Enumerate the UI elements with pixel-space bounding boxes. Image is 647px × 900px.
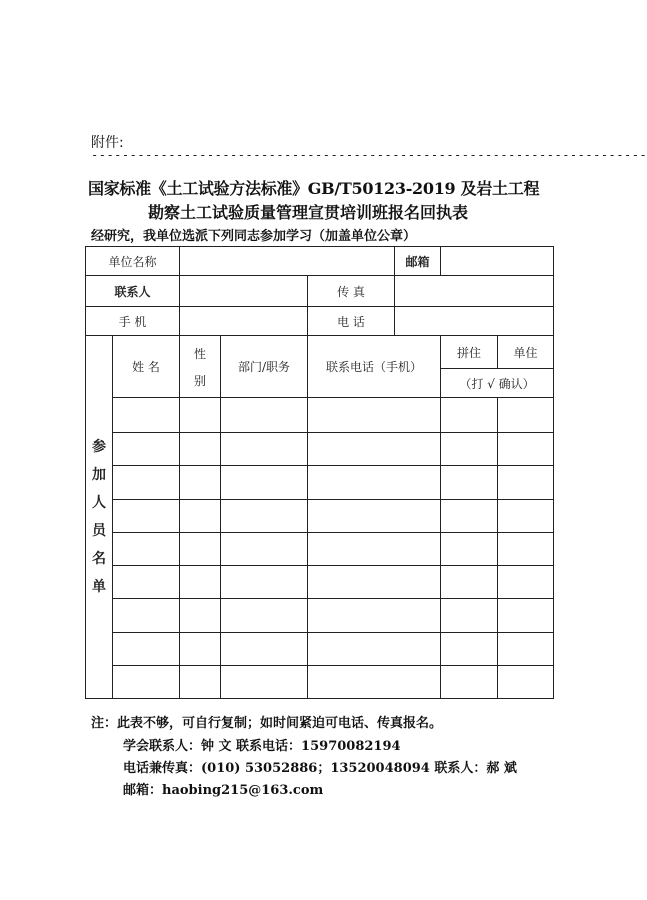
dept-cell[interactable] <box>221 633 308 666</box>
registration-form-table <box>85 246 554 699</box>
section-char: 名 <box>92 551 106 567</box>
col-shared-room-header: 拼住 <box>441 336 498 369</box>
dept-cell[interactable] <box>221 566 308 599</box>
postcode-field[interactable] <box>441 247 554 276</box>
gender-cell[interactable] <box>180 599 221 633</box>
single-room-cell[interactable] <box>498 666 554 699</box>
single-room-cell[interactable] <box>498 500 554 533</box>
name-cell[interactable] <box>113 566 180 599</box>
attachment-label: 附件: <box>91 135 124 151</box>
gender-cell[interactable] <box>180 398 221 433</box>
intro-text: 经研究，我单位选派下列同志参加学习（加盖单位公章） <box>91 229 417 244</box>
phone-cell[interactable] <box>308 666 441 699</box>
name-cell[interactable] <box>113 533 180 566</box>
phone-cell[interactable] <box>308 433 441 466</box>
unit-name-field[interactable] <box>180 247 395 276</box>
postcode-label: 邮箱 <box>395 247 441 276</box>
note-line-3: 电话兼传真：(010) 53052886；13520048094 联系人：郝 斌 <box>123 761 517 776</box>
participant-row <box>86 566 554 599</box>
single-room-cell[interactable] <box>498 466 554 500</box>
dept-cell[interactable] <box>221 466 308 500</box>
phone-field[interactable] <box>395 307 554 336</box>
participant-row <box>86 433 554 466</box>
gender-char-1: 性 <box>194 346 207 361</box>
dept-cell[interactable] <box>221 666 308 699</box>
col-single-room-header: 单住 <box>498 336 554 369</box>
mobile-row <box>86 307 554 336</box>
name-cell[interactable] <box>113 398 180 433</box>
dept-cell[interactable] <box>221 398 308 433</box>
name-cell[interactable] <box>113 599 180 633</box>
note-line-1: 注：此表不够，可自行复制；如时间紧迫可电话、传真报名。 <box>91 716 443 731</box>
gender-cell[interactable] <box>180 566 221 599</box>
participant-row <box>86 398 554 433</box>
name-cell[interactable] <box>113 500 180 533</box>
col-name-header: 姓 名 <box>113 336 180 398</box>
fax-label: 传 真 <box>308 276 395 307</box>
participant-row <box>86 466 554 500</box>
contact-field[interactable] <box>180 276 308 307</box>
phone-cell[interactable] <box>308 398 441 433</box>
check-note: （打 √ 确认） <box>441 369 554 398</box>
phone-cell[interactable] <box>308 466 441 500</box>
phone-cell[interactable] <box>308 533 441 566</box>
col-gender-header <box>180 336 221 398</box>
name-cell[interactable] <box>113 666 180 699</box>
dept-cell[interactable] <box>221 433 308 466</box>
phone-cell[interactable] <box>308 566 441 599</box>
shared-room-cell[interactable] <box>441 633 498 666</box>
note-line-4: 邮箱：haobing215@163.com <box>123 783 324 798</box>
form-title-line-1: 国家标准《土工试验方法标准》GB/T50123-2019 及岩土工程 <box>88 179 540 198</box>
note-line-2: 学会联系人：钟 文 联系电话：15970082194 <box>123 739 401 754</box>
col-dept-header: 部门/职务 <box>221 336 308 398</box>
section-char: 加 <box>92 467 106 483</box>
name-cell[interactable] <box>113 633 180 666</box>
form-title-line-2: 勘察土工试验质量管理宣贯培训班报名回执表 <box>148 203 469 222</box>
participant-row <box>86 599 554 633</box>
dept-cell[interactable] <box>221 533 308 566</box>
participant-row <box>86 666 554 699</box>
shared-room-cell[interactable] <box>441 666 498 699</box>
participants-section-label <box>86 336 113 699</box>
participant-row <box>86 500 554 533</box>
gender-cell[interactable] <box>180 466 221 500</box>
participant-row <box>86 533 554 566</box>
phone-cell[interactable] <box>308 633 441 666</box>
unit-name-row <box>86 247 554 276</box>
dept-cell[interactable] <box>221 500 308 533</box>
gender-cell[interactable] <box>180 666 221 699</box>
section-char: 人 <box>92 495 106 511</box>
name-cell[interactable] <box>113 466 180 500</box>
col-phone-header: 联系电话（手机） <box>308 336 441 398</box>
mobile-field[interactable] <box>180 307 308 336</box>
gender-cell[interactable] <box>180 633 221 666</box>
section-char: 单 <box>92 579 106 595</box>
shared-room-cell[interactable] <box>441 433 498 466</box>
shared-room-cell[interactable] <box>441 466 498 500</box>
name-cell[interactable] <box>113 433 180 466</box>
shared-room-cell[interactable] <box>441 398 498 433</box>
mobile-label: 手 机 <box>86 307 180 336</box>
single-room-cell[interactable] <box>498 633 554 666</box>
fax-field[interactable] <box>395 276 554 307</box>
participant-row <box>86 633 554 666</box>
phone-cell[interactable] <box>308 599 441 633</box>
section-char: 员 <box>92 523 106 539</box>
unit-name-label: 单位名称 <box>86 247 180 276</box>
contact-row <box>86 276 554 307</box>
single-room-cell[interactable] <box>498 566 554 599</box>
gender-cell[interactable] <box>180 533 221 566</box>
shared-room-cell[interactable] <box>441 500 498 533</box>
shared-room-cell[interactable] <box>441 599 498 633</box>
dashed-separator: ------------------------------------------------------------------------ <box>91 148 647 162</box>
gender-cell[interactable] <box>180 500 221 533</box>
section-char: 参 <box>92 439 106 455</box>
gender-char-2: 别 <box>194 373 207 388</box>
single-room-cell[interactable] <box>498 433 554 466</box>
single-room-cell[interactable] <box>498 599 554 633</box>
single-room-cell[interactable] <box>498 533 554 566</box>
dept-cell[interactable] <box>221 599 308 633</box>
phone-cell[interactable] <box>308 500 441 533</box>
single-room-cell[interactable] <box>498 398 554 433</box>
gender-cell[interactable] <box>180 433 221 466</box>
phone-label: 电 话 <box>308 307 395 336</box>
shared-room-cell[interactable] <box>441 533 498 566</box>
contact-label: 联系人 <box>86 276 180 307</box>
shared-room-cell[interactable] <box>441 566 498 599</box>
column-header-row-1 <box>86 336 554 369</box>
